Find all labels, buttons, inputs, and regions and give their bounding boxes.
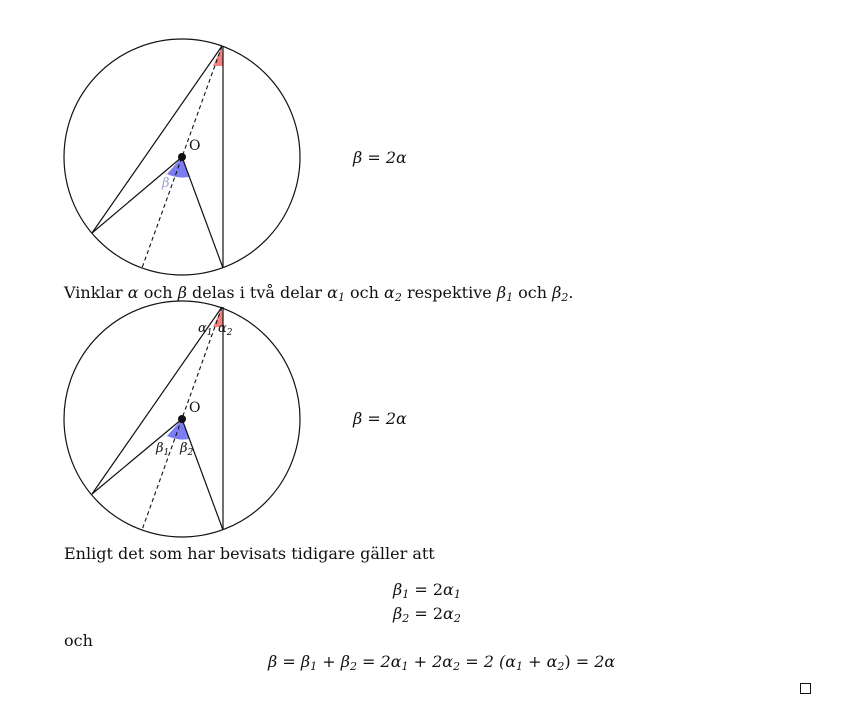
equation-beta1: $\beta_1 = 2\alpha_1$ [393,580,461,601]
formula-2: β = 2α [353,409,407,428]
qed-square-icon [800,683,811,694]
equation-beta2: $\beta_2 = 2\alpha_2$ [393,604,461,625]
center-label: O [189,400,201,416]
sentence-1: Vinklar α och β delas i två delar $\alpha_1$ och $\alpha_2$ respektive $\beta_1$ och $\beta_2$. [64,283,574,304]
alpha2-label: $\alpha_2$ [218,321,233,338]
beta1-label: $\beta_1$ [156,441,170,458]
beta2-label: $\beta_2$ [180,441,194,458]
sentence-2: Enligt det som har bevisats tidigare gäller att [64,544,435,563]
center-label: O [189,138,201,154]
final-equation: $\beta = \beta_1 + \beta_2 = 2\alpha_1 + 2\alpha_2 = 2$ $(\alpha_1 + \alpha_2) = 2\alpha$ [268,652,616,673]
formula-1: β = 2α [353,148,407,167]
alpha1-label: $\alpha_1$ [198,321,213,338]
och-text: och [64,631,93,650]
center-point [178,415,186,423]
radius-right [182,419,223,530]
beta-label: β [162,176,170,191]
